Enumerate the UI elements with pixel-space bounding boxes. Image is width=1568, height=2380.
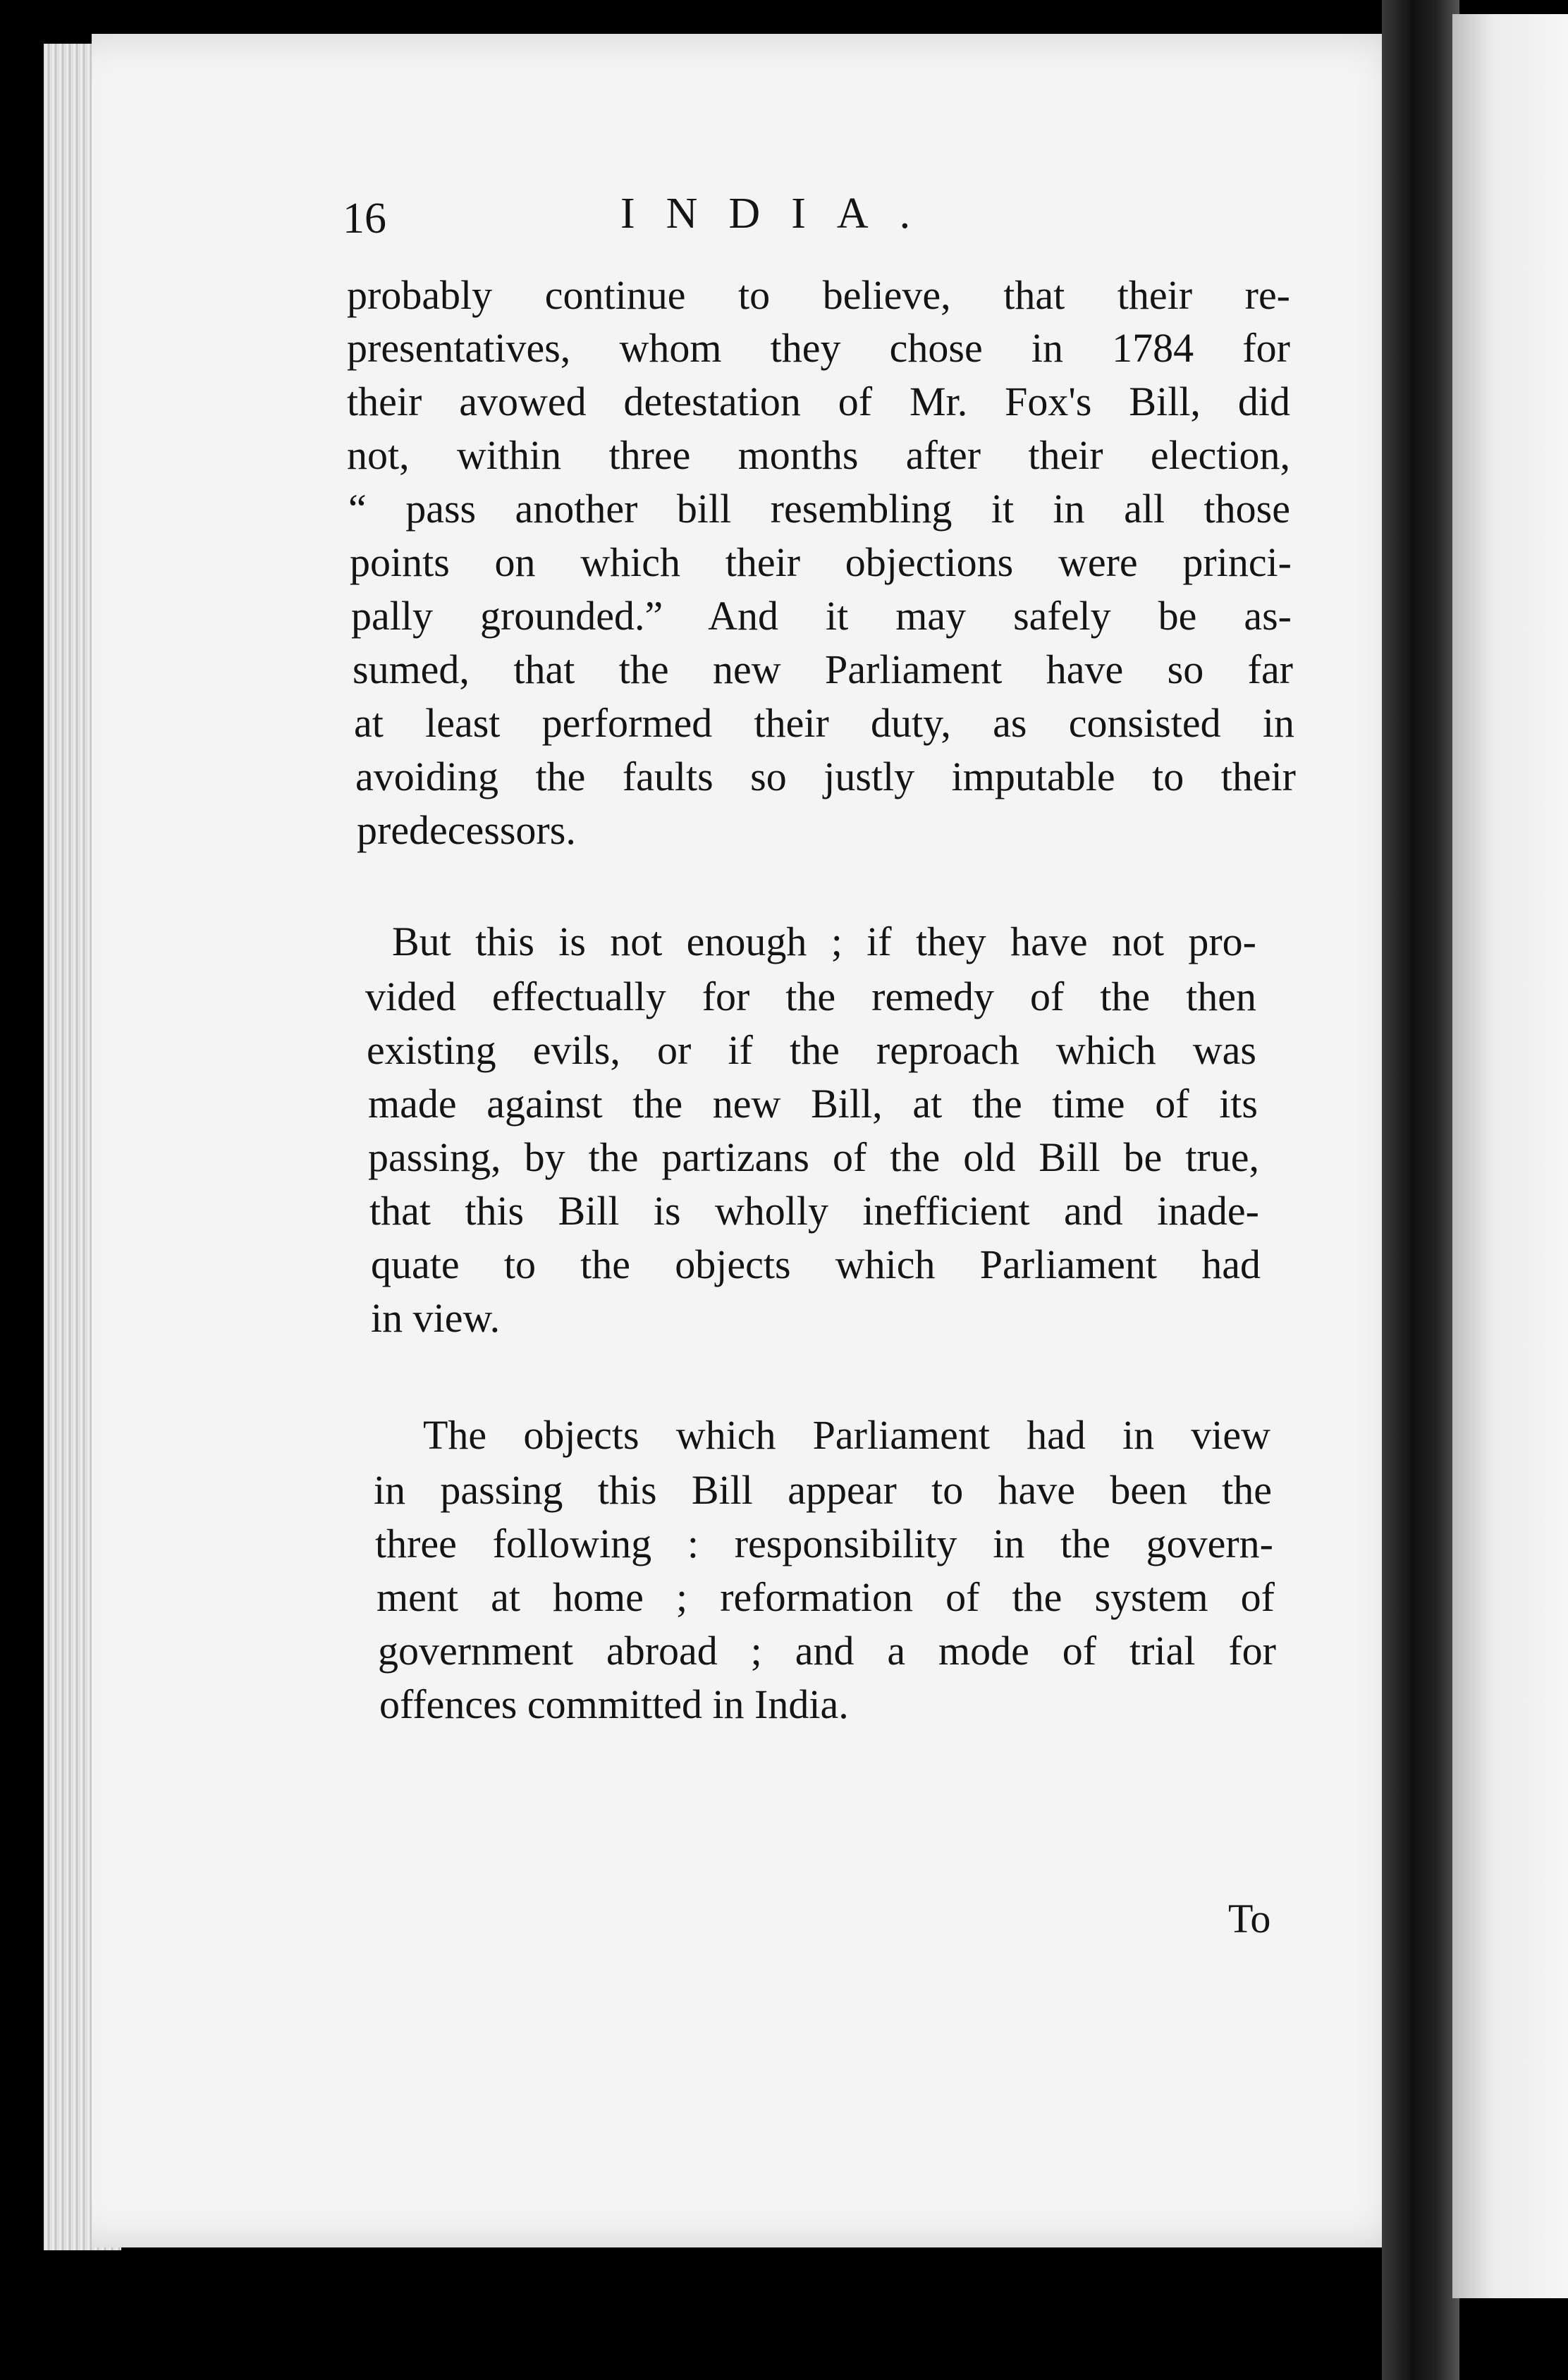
body-line: offences committed in India. — [379, 1681, 849, 1727]
body-line: in view. — [371, 1295, 501, 1341]
catchword: To — [1228, 1896, 1271, 1942]
body-line: not, within three months after their election, — [347, 432, 1290, 478]
running-head: INDIA. — [620, 190, 942, 238]
body-line: The objects which Parliament had in view — [423, 1412, 1270, 1458]
body-line: But this is not enough ; if they have not pro- — [392, 919, 1256, 964]
body-line: quate to the objects which Parliament had — [371, 1241, 1261, 1287]
body-line: that this Bill is wholly inefficient and inade- — [369, 1188, 1259, 1234]
body-line: at least performed their duty, as consisted in — [354, 700, 1294, 746]
body-line: presentatives, whom they chose in 1784 for — [347, 325, 1290, 371]
body-line: sumed, that the new Parliament have so far — [353, 646, 1293, 692]
body-line: in passing this Bill appear to have been the — [374, 1467, 1272, 1513]
body-line: three following : responsibility in the govern- — [375, 1521, 1273, 1566]
body-line: made against the new Bill, at the time of its — [368, 1081, 1258, 1127]
body-line: ment at home ; reformation of the system of — [376, 1574, 1275, 1620]
body-line: passing, by the partizans of the old Bill be true, — [368, 1134, 1259, 1180]
body-line: government abroad ; and a mode of trial for — [378, 1628, 1276, 1674]
body-line: predecessors. — [357, 807, 576, 853]
body-line: points on which their objections were princi- — [350, 539, 1292, 585]
body-line: their avowed detestation of Mr. Fox's Bill, did — [347, 379, 1290, 424]
body-line: probably continue to believe, that their re- — [347, 272, 1290, 318]
body-line: existing evils, or if the reproach which was — [367, 1027, 1256, 1073]
page-number: 16 — [343, 195, 386, 243]
body-line: “ pass another bill resembling it in all those — [348, 486, 1290, 532]
facing-page-edge — [1452, 14, 1568, 2298]
body-line: vided effectually for the remedy of the then — [365, 974, 1256, 1019]
book-gutter — [1382, 0, 1459, 2380]
body-line: avoiding the faults so justly imputable to their — [355, 754, 1296, 799]
body-line: pally grounded.” And it may safely be as- — [351, 593, 1292, 639]
